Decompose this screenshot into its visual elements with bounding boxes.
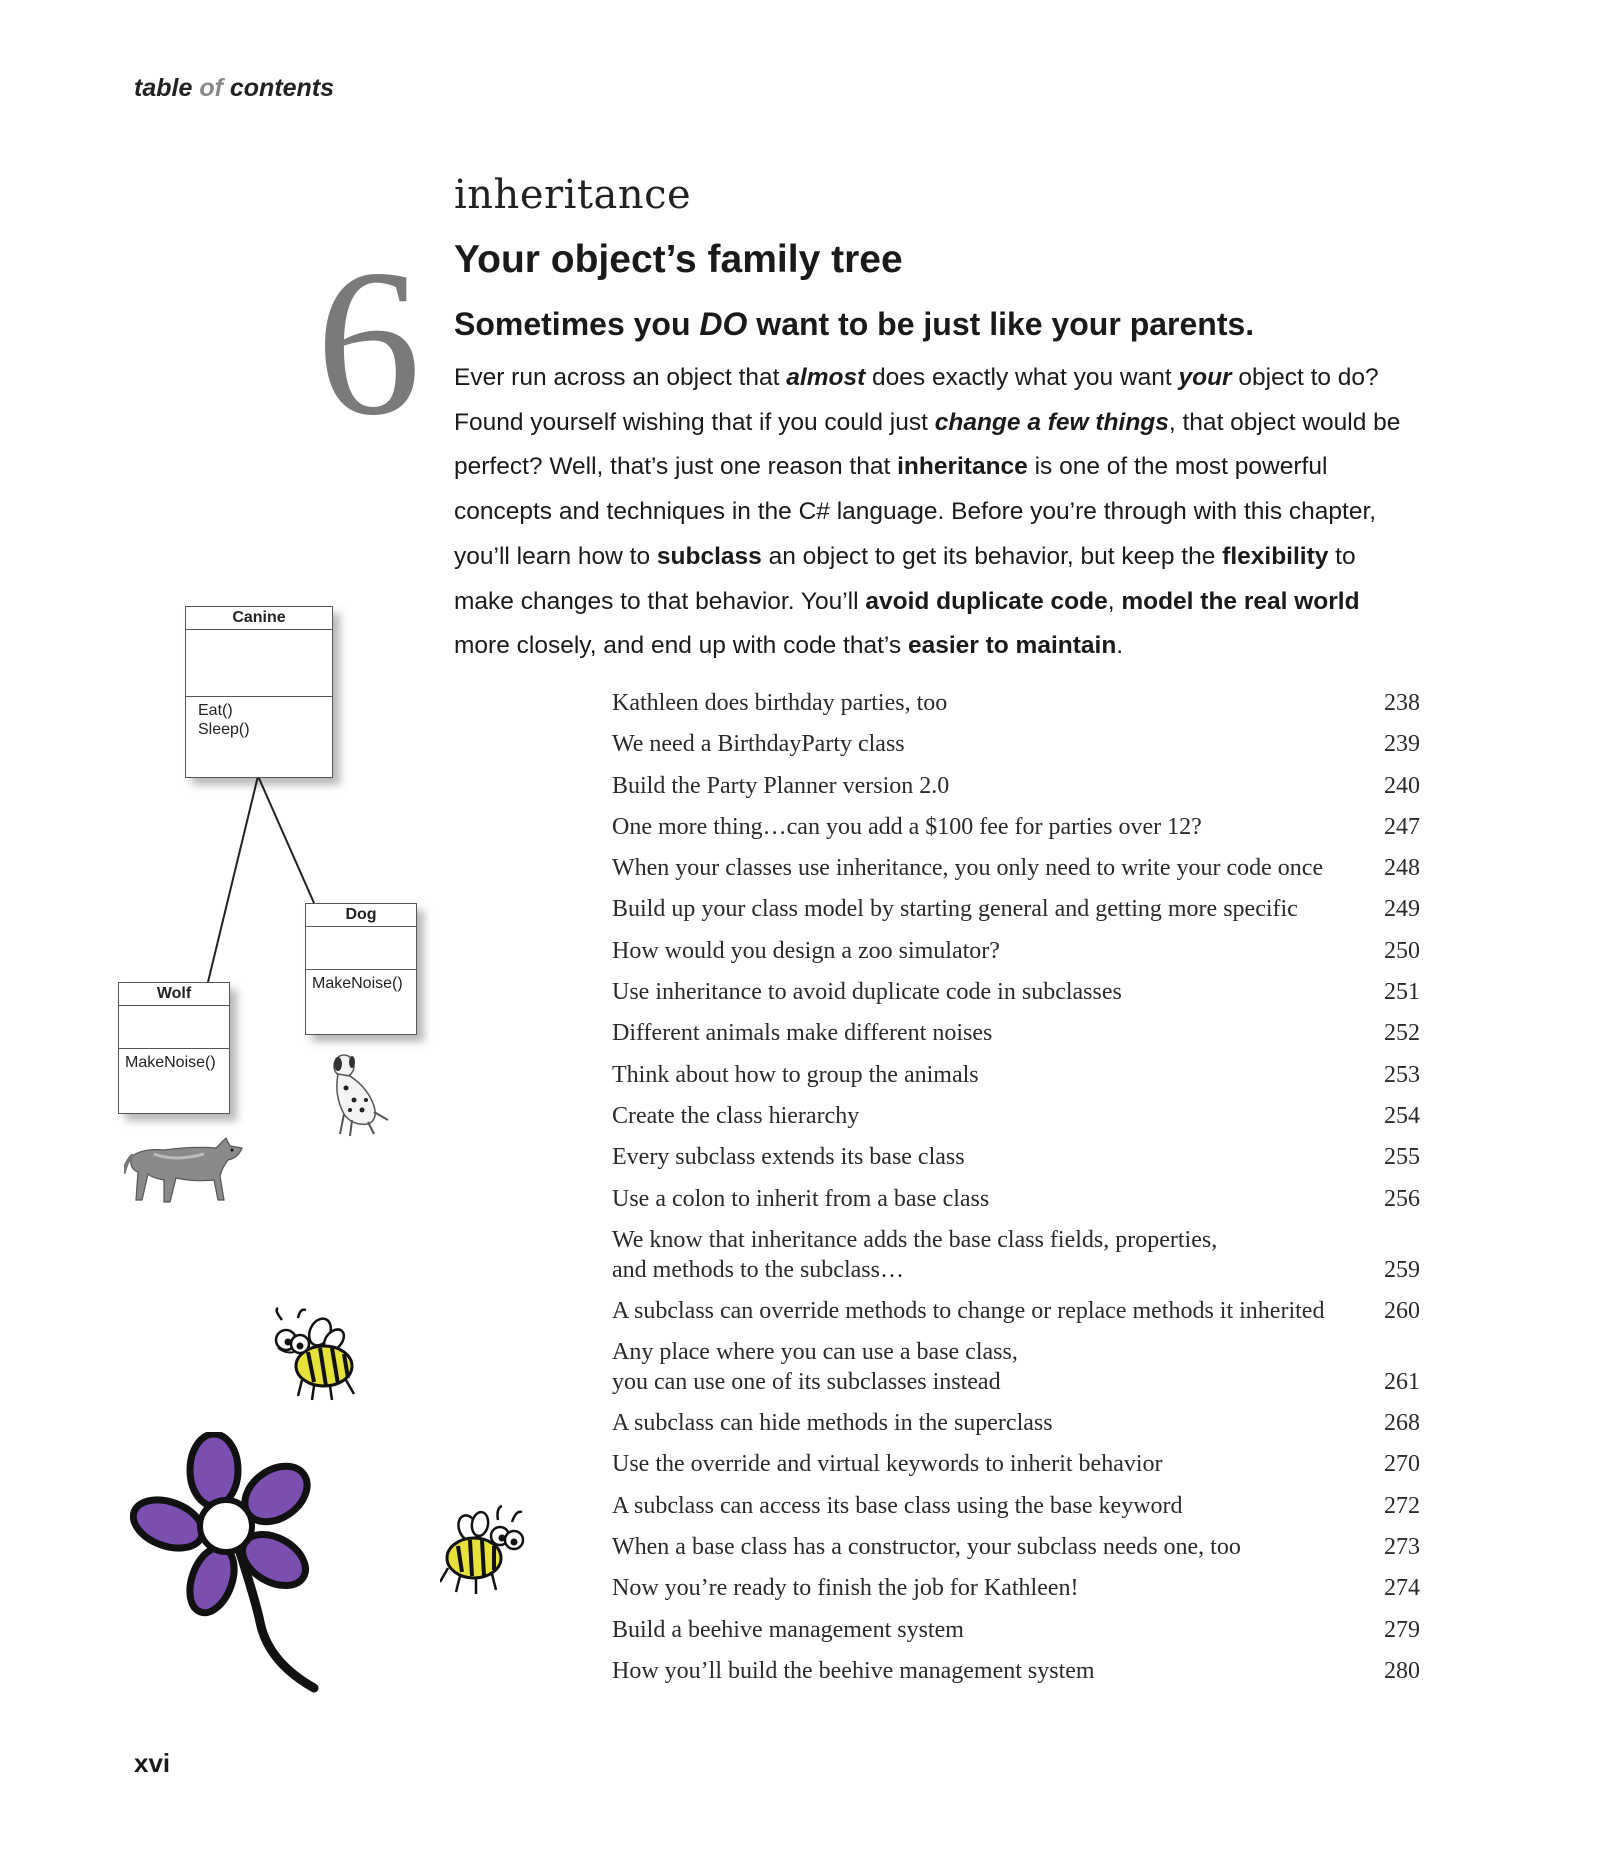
toc-entry-page: 259 bbox=[1384, 1256, 1420, 1283]
running-header-prefix: table bbox=[134, 74, 193, 102]
toc-entry-title-line: How you’ll build the beehive management system bbox=[612, 1657, 1095, 1684]
toc-entry-page: 268 bbox=[1384, 1410, 1420, 1437]
running-header-suffix: contents bbox=[229, 74, 335, 102]
wolf-illustration bbox=[124, 1128, 250, 1208]
toc-entry-title-line: Now you’re ready to finish the job for Kathleen! bbox=[612, 1575, 1079, 1602]
toc-entry-page: 279 bbox=[1384, 1616, 1420, 1643]
dalmatian-illustration bbox=[322, 1052, 394, 1138]
intro-run: more closely, and end up with code that’s bbox=[454, 587, 1367, 660]
uml-class-dog bbox=[305, 903, 417, 1035]
connector-canine-wolf bbox=[208, 776, 258, 982]
toc-entry-page: 254 bbox=[1384, 1102, 1420, 1129]
intro-run: is one of the most powerful concepts and techniques in the C# language. Before you’re through with this chapter, you’ll learn how to bbox=[454, 453, 1383, 570]
uml-class-name: Wolf bbox=[119, 983, 229, 1006]
running-header-of: of bbox=[199, 74, 223, 102]
toc-entry-page: 272 bbox=[1384, 1492, 1420, 1519]
intro-run: does exactly what you want bbox=[865, 364, 1179, 391]
toc-entry-title-line: When your classes use inheritance, you only need to write your code once bbox=[612, 855, 1324, 882]
toc-entry-page: 240 bbox=[1384, 772, 1420, 799]
intro-run: almost bbox=[786, 364, 866, 391]
subtitle-post: want to be just like your parents. bbox=[747, 306, 1255, 342]
toc-entry-title-line: How would you design a zoo simulator? bbox=[612, 937, 1000, 964]
toc-entry-title-line: A subclass can access its base class using the base keyword bbox=[612, 1492, 1183, 1519]
intro-run: inheritance bbox=[897, 453, 1028, 481]
uml-method: Eat() bbox=[198, 702, 233, 719]
toc-entry-title-line: Create the class hierarchy bbox=[612, 1102, 860, 1129]
flower-illustration bbox=[130, 1432, 330, 1694]
uml-method: MakeNoise() bbox=[312, 975, 403, 992]
intro-run: subclass bbox=[656, 542, 762, 570]
intro-run: Ever run across an object that bbox=[454, 364, 787, 391]
toc-entry-title-line: Use inheritance to avoid duplicate code in subclasses bbox=[612, 979, 1122, 1006]
bee-illustration bbox=[440, 1502, 530, 1598]
uml-class-canine bbox=[185, 606, 333, 778]
toc-entry-title-line: and methods to the subclass… bbox=[612, 1256, 904, 1283]
toc-entry-page: 261 bbox=[1384, 1369, 1420, 1396]
toc-entry-page: 239 bbox=[1384, 731, 1420, 758]
uml-class-wolf bbox=[118, 982, 230, 1114]
toc-entry-page: 260 bbox=[1384, 1297, 1420, 1324]
toc-entry-title-line: A subclass can override methods to change or replace methods it inherited bbox=[612, 1297, 1325, 1324]
uml-methods bbox=[119, 1049, 229, 1076]
page-number: xvi bbox=[134, 1748, 171, 1778]
toc-entry-page: 247 bbox=[1384, 813, 1420, 840]
toc-entry-page: 255 bbox=[1384, 1144, 1420, 1171]
uml-fields bbox=[306, 927, 416, 970]
toc-entry-title-line: We need a BirthdayParty class bbox=[612, 731, 905, 758]
intro-run: , bbox=[1107, 587, 1122, 615]
uml-class-name: Dog bbox=[306, 904, 416, 927]
chapter-tag: inheritance bbox=[454, 172, 692, 218]
intro-run: change a few things bbox=[934, 408, 1169, 436]
uml-method: MakeNoise() bbox=[125, 1054, 216, 1071]
toc-entry-page: 251 bbox=[1384, 979, 1420, 1006]
intro-run: to make changes to that behavior. You’ll bbox=[454, 542, 1363, 615]
chapter-title: Your object’s family tree bbox=[454, 238, 903, 281]
toc-entry-page: 280 bbox=[1384, 1657, 1420, 1684]
toc-entry-page: 252 bbox=[1384, 1020, 1420, 1047]
toc-entry-page: 274 bbox=[1384, 1575, 1420, 1602]
toc-entry-title-line: Use the override and virtual keywords to inherit behavior bbox=[612, 1451, 1163, 1478]
toc-entry-title-line: Any place where you can use a base class, bbox=[612, 1339, 1018, 1366]
intro-run: object to do? Found yourself wishing that if you could just bbox=[454, 364, 1386, 436]
toc-entry-page: 250 bbox=[1384, 937, 1420, 964]
toc-entry-page: 238 bbox=[1384, 690, 1420, 716]
connector-canine-dog bbox=[258, 776, 314, 903]
toc-entry-title-line: One more thing…can you add a $100 fee for parties over 12? bbox=[612, 813, 1202, 840]
toc-entry-page: 273 bbox=[1384, 1534, 1420, 1561]
toc-entry-title-line: A subclass can hide methods in the superclass bbox=[612, 1410, 1053, 1437]
intro-run: flexibility bbox=[1222, 542, 1329, 570]
intro-run: , that object would be perfect? Well, that’s just one reason that bbox=[454, 408, 1408, 481]
uml-class-name: Canine bbox=[186, 607, 332, 630]
bee-illustration bbox=[268, 1306, 362, 1402]
uml-methods bbox=[186, 697, 332, 743]
intro-run: an object to get its behavior, but keep the bbox=[761, 542, 1223, 570]
toc-entry-title-line: Kathleen does birthday parties, too bbox=[612, 690, 948, 716]
uml-fields bbox=[186, 630, 332, 697]
toc-entry-title-line: Build the Party Planner version 2.0 bbox=[612, 772, 950, 799]
uml-method: Sleep() bbox=[198, 721, 250, 738]
toc-entry-page: 253 bbox=[1384, 1061, 1420, 1088]
subtitle-emphasis: DO bbox=[699, 306, 748, 342]
toc-entry-page: 270 bbox=[1384, 1451, 1420, 1478]
toc-entry-page: 249 bbox=[1384, 896, 1420, 923]
intro-run: easier to maintain bbox=[907, 632, 1117, 660]
toc-entry-title-line: Build a beehive management system bbox=[612, 1616, 964, 1643]
toc-entry-title-line: Use a colon to inherit from a base class bbox=[612, 1185, 990, 1212]
toc-entry-title-line: Build up your class model by starting general and getting more specific bbox=[612, 896, 1298, 923]
toc-entry-title-line: Think about how to group the animals bbox=[612, 1061, 979, 1088]
intro-run: . bbox=[1116, 632, 1124, 660]
intro-run: avoid duplicate code bbox=[865, 587, 1108, 615]
intro-run: model the real world bbox=[1121, 587, 1360, 615]
toc-entry-page: 256 bbox=[1384, 1185, 1420, 1212]
chapter-number: 6 bbox=[316, 227, 417, 459]
toc-entry-title-line: When a base class has a constructor, your subclass needs one, too bbox=[612, 1534, 1241, 1561]
toc-entry-title-line: Different animals make different noises bbox=[612, 1020, 993, 1047]
subtitle-pre: Sometimes you bbox=[454, 306, 700, 342]
uml-methods bbox=[306, 970, 416, 997]
uml-fields bbox=[119, 1006, 229, 1049]
intro-run: your bbox=[1178, 364, 1232, 391]
toc-entry-page: 248 bbox=[1384, 855, 1420, 882]
toc-entry-title-line: Every subclass extends its base class bbox=[612, 1144, 965, 1171]
toc-entry-title-line: We know that inheritance adds the base class fields, properties, bbox=[612, 1226, 1218, 1253]
toc-entry-title-line: you can use one of its subclasses instead bbox=[612, 1369, 1001, 1396]
